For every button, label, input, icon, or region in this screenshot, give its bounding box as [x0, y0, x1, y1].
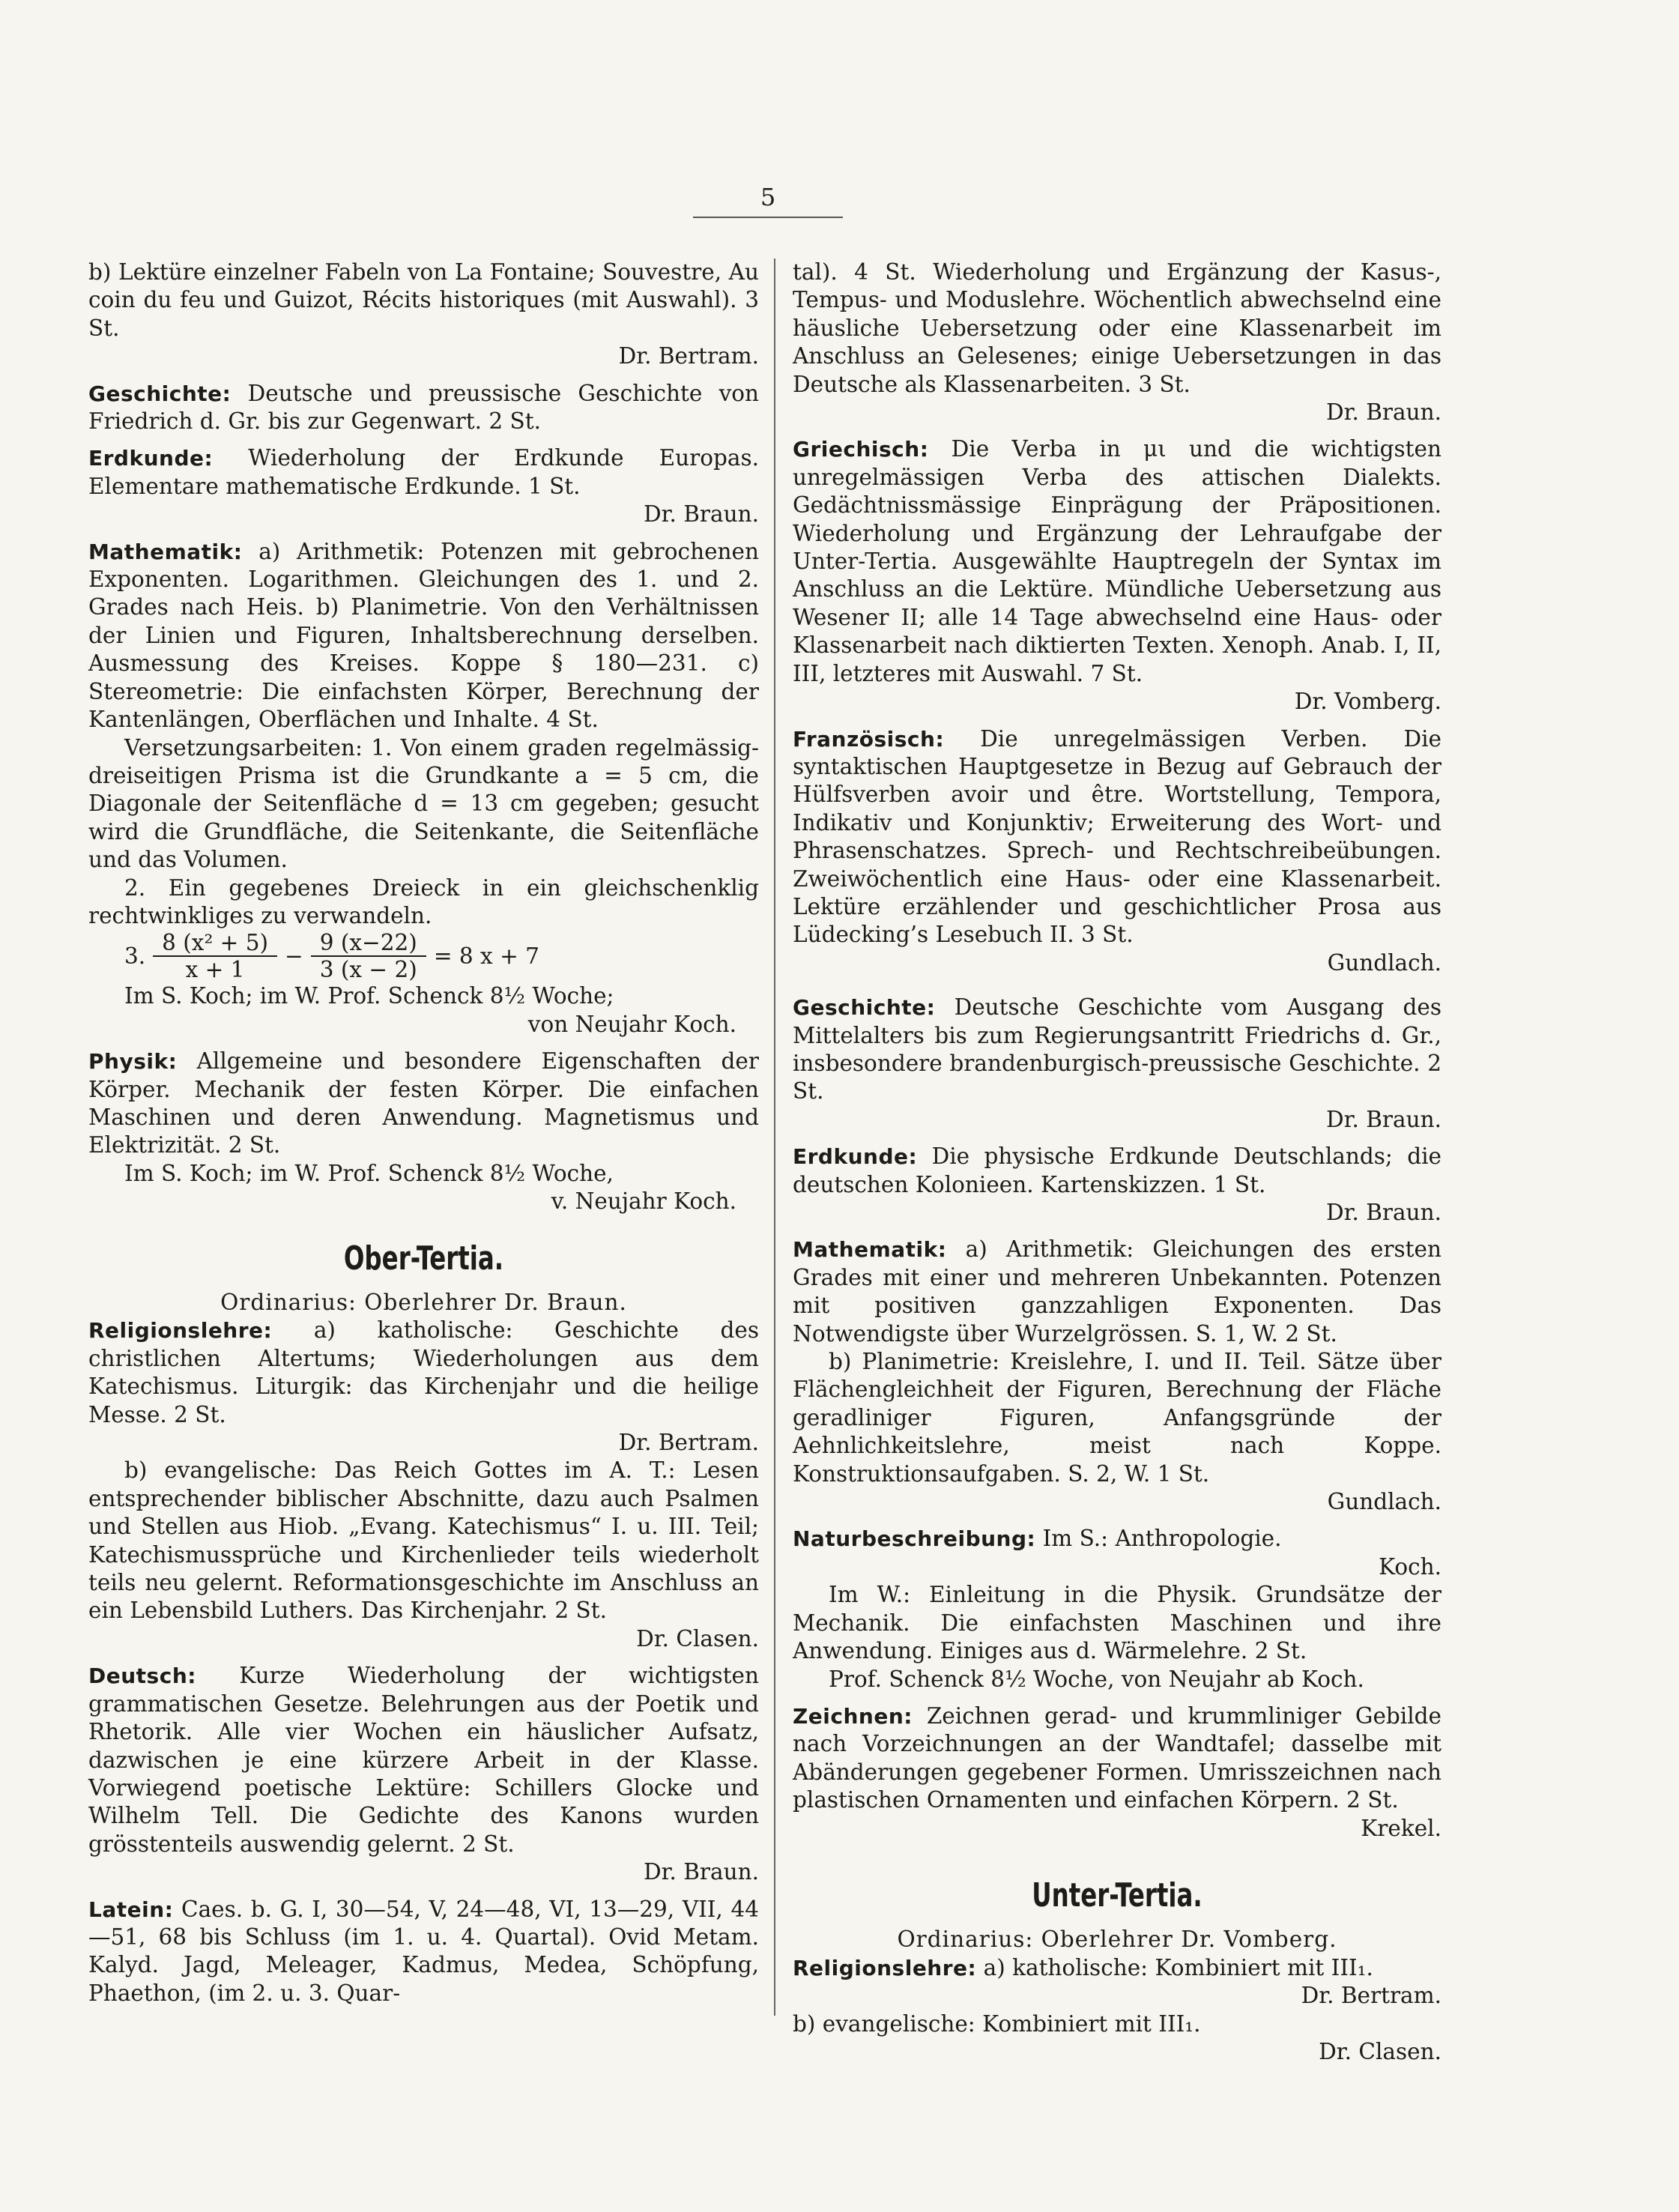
naturbeschreibung-text: Im S.: Anthropologie. — [1042, 1526, 1282, 1552]
franzoesisch-signature: Gundlach. — [1327, 949, 1441, 976]
physik-heading: Physik: — [88, 1049, 178, 1075]
physik-paragraph — [88, 1048, 759, 1160]
latein-text: Caes. b. G. I, 30—54, V, 24—48, VI, 13—29, VII, 44—51, 68 bis Schluss (im 1. u. 4. Quartal). Ovid Metam. Kalyd. Jagd, Meleager, Kadmus, Medea, Schöpfung, Phaethon, (im 2. u. 3. Quar- — [88, 1896, 759, 2006]
math-teacher-line: Im S. Koch; im W. Prof. Schenck 8½ Woche; — [124, 983, 614, 1009]
erdkunde-signature: Dr. Braun. — [643, 501, 759, 528]
mathematik-paragraph — [88, 538, 759, 734]
mathematik-paragraph — [793, 1236, 1441, 1348]
deutsch-heading: Deutsch: — [88, 1663, 196, 1689]
formula-denominator-2: 3 (x − 2) — [319, 957, 417, 983]
mathematik-signature: Gundlach. — [1327, 1489, 1441, 1515]
latein-heading: Latein: — [88, 1897, 174, 1922]
religion-signature: Dr. Bertram. — [1301, 1983, 1441, 2009]
religion-heading: Religionslehre: — [793, 1955, 977, 1980]
formula-label: 3. — [124, 943, 146, 969]
math-teacher-line-2: von Neujahr Koch. — [527, 1011, 736, 1037]
deutsch-text: Kurze Wiederholung der wichtigsten grammatischen Gesetze. Belehrungen aus der Poetik und Rhetorik. Alle vier Wochen ein häuslicher Aufsatz, dazwischen je eine kürzere Arbeit in der Klasse. Vorwiegend poetische Lektüre: Schillers Glocke und Wilhelm Tell. Die Gedichte des Kanons wurden grösstenteils auswendig gelernt. 2 St. — [88, 1663, 759, 1857]
mathematik-heading: Mathematik: — [793, 1237, 947, 1263]
physik-text: Allgemeine und besondere Eigenschaften der Körper. Mechanik der festen Körper. Die einfachen Maschinen und deren Anwendung. Magnetismus und Elektrizität. 2 St. — [88, 1048, 759, 1158]
physik-teacher-line-2: v. Neujahr Koch. — [551, 1188, 736, 1215]
formula-numerator-2: 9 (x−22) — [311, 930, 426, 957]
formula-minus: − — [285, 943, 303, 969]
naturbeschreibung-winter: Im W.: Einleitung in die Physik. Grundsätze der Mechanik. Die einfachsten Maschinen und ihre Anwendung. Einiges aus d. Wärmelehre. 2 St. — [793, 1582, 1441, 1664]
intro-paragraph: b) Lektüre einzelner Fabeln von La Fontaine; Souvestre, Au coin du feu und Guizot, Récits historiques (mit Auswahl). 3 St. — [88, 259, 759, 341]
religion-evangelisch: b) evangelische: Das Reich Gottes im A. T.: Lesen entsprechender biblischer Abschnitte, dazu auch Psalmen und Stellen aus Hiob. „Evang. Katechismus“ I. u. III. Teil; Katechismussprüche und Kirchenlieder teils wiederholt teils neu gelernt. Reformationsgeschichte im Anschluss an ein Lebensbild Luthers. Das Kirchenjahr. 2 St. — [88, 1457, 759, 1624]
zeichnen-signature: Krekel. — [1361, 1815, 1441, 1841]
ober-tertia-title: Ober-Tertia. — [343, 1239, 504, 1278]
latein-signature: Dr. Braun. — [1325, 399, 1441, 426]
geschichte-signature: Dr. Braun. — [1325, 1106, 1441, 1132]
page-number: 5 — [760, 183, 776, 211]
geschichte-heading: Geschichte: — [793, 995, 936, 1021]
formula-rhs: = 8 x + 7 — [433, 943, 539, 969]
naturbeschreibung-paragraph — [793, 1525, 1441, 1553]
zeichnen-text: Zeichnen gerad- und krummliniger Gebilde nach Vorzeichnungen an der Wandtafel; dasselbe mit Abänderungen gegebener Formen. Umrisszeichnen nach plastischen Ornamenten und einfachen Körpern. 2 St. — [793, 1702, 1441, 1813]
franzoesisch-text: Die unregelmässigen Verben. Die syntaktischen Hauptgesetze in Bezug auf Gebrauch der Hülfsverben avoir und être. Wortstellung, Tempora, Indikativ und Konjunktiv; Erweiterung des Wort- und Phrasenschatzes. Sprech- und Rechtschreibeübungen. Zweiwöchentlich eine Haus- oder eine Klassenarbeit. Lektüre erzählender und geschichtlicher Prosa aus Lüdecking’s Lesebuch II. 3 St. — [793, 725, 1441, 948]
religion-evangelisch-signature: Dr. Clasen. — [1319, 2038, 1441, 2064]
religion-text: a) katholische: Kombiniert mit III₁. — [983, 1954, 1373, 1980]
erdkunde-paragraph — [88, 444, 759, 501]
unter-tertia-title: Unter-Tertia. — [1032, 1876, 1202, 1915]
griechisch-paragraph — [793, 435, 1441, 688]
naturbeschreibung-signature: Koch. — [1379, 1553, 1441, 1580]
religion-signature: Dr. Bertram. — [618, 1430, 759, 1456]
griechisch-heading: Griechisch: — [793, 437, 929, 462]
deutsch-paragraph — [88, 1662, 759, 1858]
religion-paragraph — [793, 1954, 1441, 1982]
deutsch-signature: Dr. Braun. — [643, 1859, 759, 1885]
erdkunde-heading: Erdkunde: — [88, 446, 214, 471]
latein-continuation: tal). 4 St. Wiederholung und Ergänzung der Kasus-, Tempus- und Moduslehre. Wöchentlich abwechselnd eine häusliche Uebersetzung oder eine Klassenarbeit im Anschluss an Gelesenes; einige Uebersetzungen in das Deutsche als Klassenarbeiten. 3 St. — [793, 259, 1441, 397]
versetzung-task-2: 2. Ein gegebenes Dreieck in ein gleichschenklig rechtwinkliges zu verwandeln. — [88, 874, 759, 928]
geschichte-heading: Geschichte: — [88, 381, 232, 406]
zeichnen-paragraph — [793, 1702, 1441, 1815]
unter-tertia-ordinarius: Ordinarius: Oberlehrer Dr. Vomberg. — [897, 1927, 1337, 1953]
erdkunde-text: Wiederholung der Erdkunde Europas. Elementare mathematische Erdkunde. 1 St. — [88, 445, 759, 499]
erdkunde-paragraph — [793, 1143, 1441, 1199]
erdkunde-text: Die physische Erdkunde Deutschlands; die deutschen Kolonieen. Kartenskizzen. 1 St. — [793, 1143, 1441, 1197]
versetzung-task-3-formula — [88, 930, 759, 982]
naturbeschreibung-heading: Naturbeschreibung: — [793, 1526, 1036, 1552]
versetzung-task-1: Versetzungsarbeiten: 1. Von einem graden regelmässig-dreiseitigen Prisma ist die Grundkante a = 5 cm, die Diagonale der Seitenfläche d = 13 cm gegeben; gesucht wird die Grundfläche, die Seitenkante, die Seitenfläche und das Volumen. — [88, 734, 759, 873]
geschichte-paragraph — [88, 380, 759, 436]
left-column — [88, 259, 759, 2007]
column-divider — [774, 259, 775, 2016]
mathematik-text: a) Arithmetik: Potenzen mit gebrochenen Exponenten. Logarithmen. Gleichungen des 1. und 2. Grades nach Heis. b) Planimetrie. Von den Verhältnissen der Linien und Figuren, Inhaltsberechnung derselben. Ausmessung des Kreises. Koppe § 180—231. c) Stereometrie: Die einfachsten Körper, Berechnung der Kantenlängen, Oberflächen und Inhalte. 4 St. — [88, 538, 759, 733]
religion-heading: Religionslehre: — [88, 1318, 273, 1344]
formula-fraction-2 — [311, 930, 426, 982]
mathematik-text: a) Arithmetik: Gleichungen des ersten Grades mit einer und mehreren Unbekannten. Potenzen mit positiven ganzzahligen Exponenten. Das Notwendigste über Wurzelgrössen. S. 1, W. 2 St. — [793, 1236, 1441, 1347]
religion-evangelisch-signature: Dr. Clasen. — [636, 1625, 759, 1652]
erdkunde-signature: Dr. Braun. — [1325, 1200, 1441, 1225]
intro-signature: Dr. Bertram. — [618, 343, 759, 369]
griechisch-signature: Dr. Vomberg. — [1294, 689, 1441, 715]
geschichte-paragraph — [793, 994, 1441, 1106]
geschichte-text: Deutsche Geschichte vom Ausgang des Mittelalters bis zum Regierungsantritt Friedrichs d. Gr., insbesondere brandenburgisch-preussische Geschichte. 2 St. — [793, 994, 1441, 1105]
mathematik-planimetrie: b) Planimetrie: Kreislehre, I. und II. Teil. Sätze über Flächengleichheit der Figuren, Berechnung der Fläche geradliniger Figuren, Anfangsgründe der Aehnlichkeitslehre, meist nach Koppe. Konstruktionsaufgaben. S. 2, W. 1 St. — [793, 1349, 1441, 1487]
franzoesisch-heading: Französisch: — [793, 726, 945, 752]
formula-denominator-1: x + 1 — [185, 957, 245, 983]
formula-fraction-1 — [153, 930, 277, 982]
naturbeschreibung-teacher: Prof. Schenck 8½ Woche, von Neujahr ab Koch. — [829, 1666, 1364, 1692]
erdkunde-heading: Erdkunde: — [793, 1144, 918, 1170]
right-column — [793, 259, 1441, 2066]
zeichnen-heading: Zeichnen: — [793, 1703, 913, 1729]
religion-paragraph — [88, 1317, 759, 1429]
mathematik-heading: Mathematik: — [88, 539, 243, 564]
geschichte-text: Deutsche und preussische Geschichte von Friedrich d. Gr. bis zur Gegenwart. 2 St. — [88, 380, 759, 435]
page-number-rule — [693, 217, 843, 218]
religion-text: a) katholische: Geschichte des christlichen Altertums; Wiederholungen aus dem Katechismus. Liturgik: das Kirchenjahr und die heilige Messe. 2 St. — [88, 1317, 759, 1427]
formula-numerator-1: 8 (x² + 5) — [153, 930, 277, 957]
religion-evangelisch: b) evangelische: Kombiniert mit III₁. — [793, 2010, 1201, 2037]
physik-teacher-line: Im S. Koch; im W. Prof. Schenck 8½ Woche, — [124, 1160, 614, 1186]
franzoesisch-paragraph — [793, 725, 1441, 949]
griechisch-text: Die Verba in μι und die wichtigsten unregelmässigen Verba des attischen Dialekts. Gedächtnissmässige Einprägung der Präpositionen. Wiederholung und Ergänzung der Lehraufgabe der Unter-Tertia. Ausgewählte Hauptregeln der Syntax im Anschluss an die Lektüre. Mündliche Uebersetzung aus Wesener II; alle 14 Tage abwechselnd eine Haus- oder Klassenarbeit nach diktierten Texten. Xenoph. Anab. I, II, III, letzteres mit Auswahl. 7 St. — [793, 436, 1441, 686]
latein-paragraph — [88, 1896, 759, 2008]
ober-tertia-ordinarius: Ordinarius: Oberlehrer Dr. Braun. — [220, 1290, 627, 1315]
